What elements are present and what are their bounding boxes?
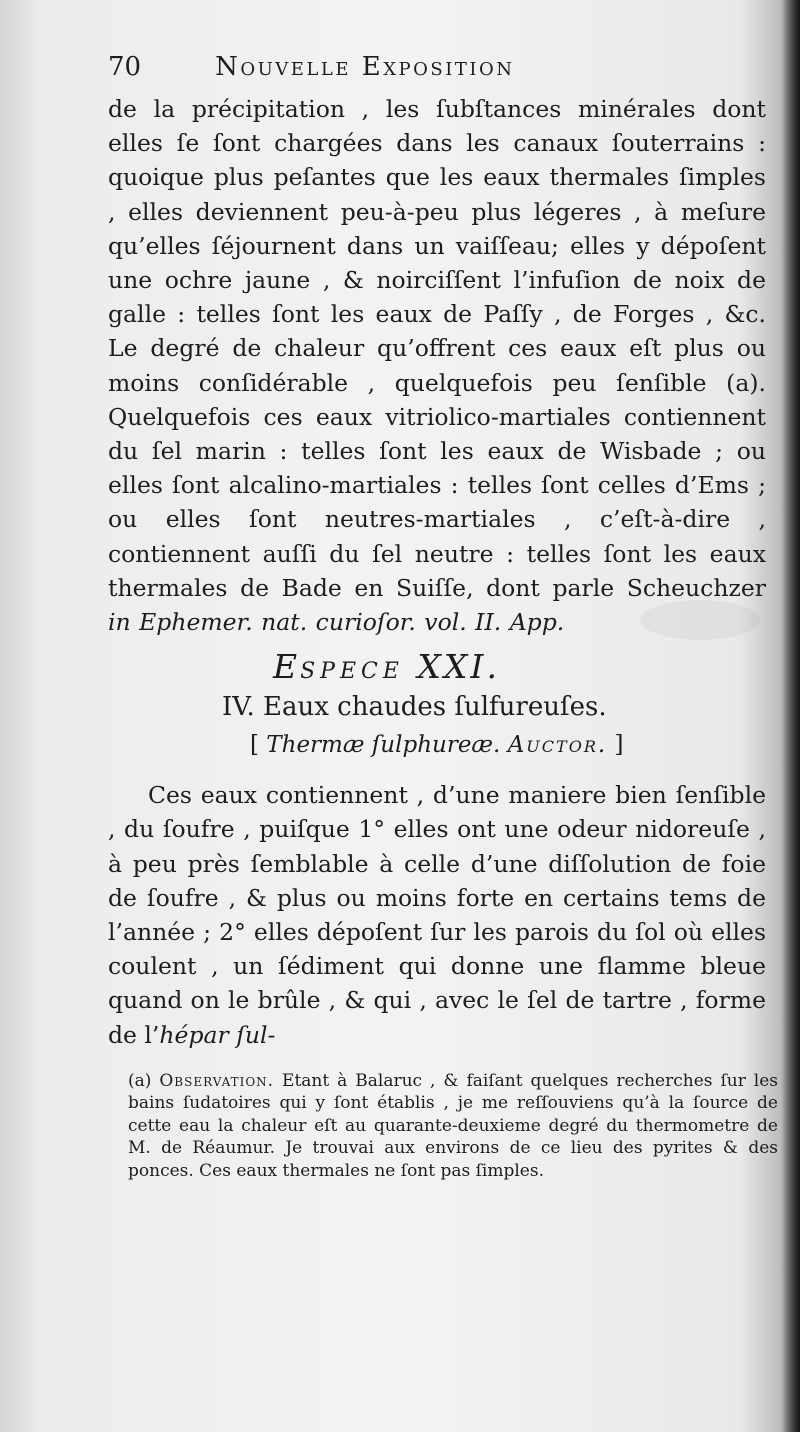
latin-name: [250, 732, 766, 758]
citation-text: in Ephemer. nat. curioſor. vol. II. App.: [108, 608, 565, 637]
latin-auctor: Auctor.: [507, 732, 608, 759]
species-numeral: XXI.: [417, 647, 500, 687]
bracket-close: ]: [614, 732, 624, 759]
page-text-block: [108, 52, 779, 1182]
footnote-text: Etant à Balaruc , & faiſant quelques recherches ſur les bains ſudatoires qui y ſont établis , je me reſſouviens qu’à la ſource de cette eau la chaleur eſt au quarante-deuxieme degré du thermometre de M. de Réaumur. Je trouvai aux environs de ce lieu des pyrites & des ponces. Ces eaux thermales ne ſont pas ſimples.: [128, 1070, 779, 1181]
paragraph-text: de la précipitation , les ſubſtances minérales dont elles ſe ſont chargées dans les canaux ſouterrains : quoique plus peſantes que les eaux thermales ſimples , elles deviennent peu-à-peu plus légeres , à meſure qu’elles ſéjournent dans un vaiſſeau; elles y dépoſent une ochre jaune , & noirciſſent l’infuſion de noix de galle : telles ſont les eaux de Paſſy , de Forges , &c. Le degré de chaleur qu’offrent ces eaux eſt plus ou moins conſidérable , quelquefois peu ſenſible (a). Quelquefois ces eaux vitriolico-martiales contiennent du ſel marin : telles ſont les eaux de Wisbade ; ou elles ſont alcalino-martiales : telles ſont celles d’Ems ; ou elles ſont neutres-martiales , c’eſt-à-dire , contiennent auſſi du ſel neutre : telles ſont les eaux thermales de Bade en Suiſſe, dont parle Scheuchzer: [108, 95, 766, 602]
species-initial: E: [273, 647, 301, 687]
paragraph-italic-end: hépar ſul-: [159, 1020, 276, 1049]
running-title: Nouvelle Exposition: [215, 52, 515, 82]
running-header: [108, 52, 766, 92]
section-title: IV. Eaux chaudes ſulfureuſes.: [222, 692, 607, 723]
species-word: SPECE: [300, 659, 404, 685]
footnote-label: Observation.: [159, 1070, 275, 1091]
page-spine-shadow: [782, 0, 800, 1432]
paragraph-text: Ces eaux contiennent , d’une maniere bien ſenſible , du ſoufre , puiſque 1° elles ont une odeur nidoreuſe , à peu près ſemblable à celle d’une diſſolution de foie de ſoufre , & plus ou moins forte en certains tems de l’année ; 2° elles dépoſent ſur les parois du ſol où elles coulent , un ſédiment qui donne une flamme bleue quand on le brûle , & qui , avec le ſel de tartre , forme de l’: [108, 781, 766, 1049]
bracket-open: [: [250, 732, 259, 759]
paragraph-sulphur-waters: [108, 778, 766, 1052]
footnote-marker: (a): [128, 1070, 152, 1091]
latin-term: Thermæ ſulphureæ.: [266, 732, 501, 759]
paragraph-vitriolic-waters: [108, 92, 766, 639]
footnote: [128, 1070, 778, 1182]
species-heading: [273, 647, 766, 686]
page-number: 70: [108, 52, 142, 82]
